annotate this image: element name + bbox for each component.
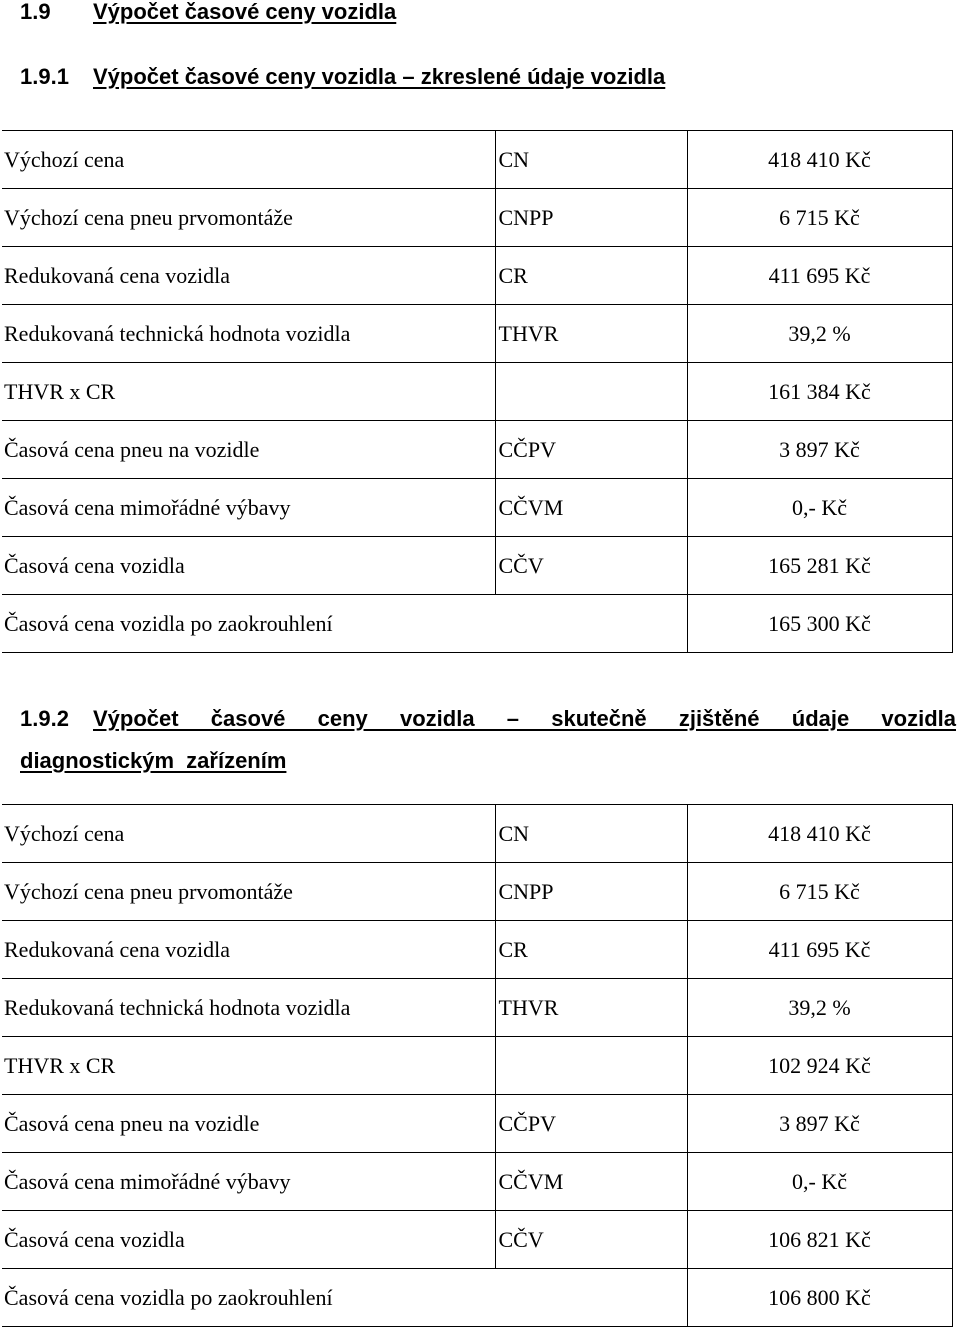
row-symbol	[495, 1037, 687, 1095]
row-label: Časová cena mimořádné výbavy	[2, 479, 495, 537]
row-label: Časová cena vozidla	[2, 1211, 495, 1269]
row-value: 6 715 Kč	[687, 189, 952, 247]
table-row	[2, 537, 952, 595]
row-label: Časová cena vozidla	[2, 537, 495, 595]
section-title: Výpočet časové ceny vozidla	[93, 0, 397, 24]
row-label: THVR x CR	[2, 363, 495, 421]
table-row	[2, 1269, 952, 1327]
row-symbol: CR	[495, 921, 687, 979]
row-value: 102 924 Kč	[687, 1037, 952, 1095]
table-row	[2, 189, 952, 247]
row-symbol: CČV	[495, 1211, 687, 1269]
row-symbol: CČPV	[495, 421, 687, 479]
row-value: 39,2 %	[687, 305, 952, 363]
row-value: 6 715 Kč	[687, 863, 952, 921]
table-row	[2, 921, 952, 979]
row-value: 161 384 Kč	[687, 363, 952, 421]
row-label: Výchozí cena	[2, 805, 495, 863]
section-heading-1-9-2	[20, 698, 956, 782]
price-calculation-table-distorted	[2, 130, 953, 653]
table-row	[2, 363, 952, 421]
row-label: Výchozí cena	[2, 131, 495, 189]
row-value: 418 410 Kč	[687, 131, 952, 189]
row-value: 165 300 Kč	[687, 595, 952, 653]
table-row	[2, 595, 952, 653]
row-label: Redukovaná cena vozidla	[2, 247, 495, 305]
section-number: 1.9.2	[20, 706, 69, 731]
row-value: 411 695 Kč	[687, 247, 952, 305]
table-row	[2, 1153, 952, 1211]
table-row	[2, 131, 952, 189]
row-symbol: CČVM	[495, 1153, 687, 1211]
row-value: 39,2 %	[687, 979, 952, 1037]
table-row	[2, 863, 952, 921]
row-symbol: THVR	[495, 305, 687, 363]
row-symbol: CČVM	[495, 479, 687, 537]
table-row	[2, 1037, 952, 1095]
row-value: 0,- Kč	[687, 479, 952, 537]
section-number: 1.9.1	[20, 64, 69, 89]
row-symbol: CČV	[495, 537, 687, 595]
section-heading-1-9	[20, 0, 396, 25]
row-symbol: THVR	[495, 979, 687, 1037]
row-symbol: CN	[495, 805, 687, 863]
row-label: Časová cena pneu na vozidle	[2, 421, 495, 479]
row-value: 418 410 Kč	[687, 805, 952, 863]
row-symbol	[495, 363, 687, 421]
row-value: 3 897 Kč	[687, 421, 952, 479]
table-row	[2, 479, 952, 537]
row-value: 0,- Kč	[687, 1153, 952, 1211]
table-row	[2, 247, 952, 305]
row-value: 411 695 Kč	[687, 921, 952, 979]
row-symbol: CČPV	[495, 1095, 687, 1153]
row-value: 165 281 Kč	[687, 537, 952, 595]
row-label: THVR x CR	[2, 1037, 495, 1095]
row-label: Časová cena pneu na vozidle	[2, 1095, 495, 1153]
row-label: Výchozí cena pneu prvomontáže	[2, 863, 495, 921]
table-row	[2, 979, 952, 1037]
row-label: Redukovaná technická hodnota vozidla	[2, 305, 495, 363]
row-symbol: CR	[495, 247, 687, 305]
section-heading-1-9-1	[20, 64, 665, 90]
price-calculation-table-diagnosed	[2, 804, 953, 1327]
row-label: Výchozí cena pneu prvomontáže	[2, 189, 495, 247]
row-label: Redukovaná technická hodnota vozidla	[2, 979, 495, 1037]
table-row	[2, 1095, 952, 1153]
row-label: Časová cena vozidla po zaokrouhlení	[2, 1269, 687, 1327]
row-symbol: CN	[495, 131, 687, 189]
table-row	[2, 805, 952, 863]
row-label: Časová cena mimořádné výbavy	[2, 1153, 495, 1211]
row-value: 3 897 Kč	[687, 1095, 952, 1153]
section-title: Výpočet časové ceny vozidla – skutečně zjištěné údaje vozidla diagnostickým zařízením	[20, 706, 956, 773]
table-row	[2, 305, 952, 363]
row-label: Redukovaná cena vozidla	[2, 921, 495, 979]
section-title: Výpočet časové ceny vozidla – zkreslené údaje vozidla	[93, 64, 666, 89]
row-symbol: CNPP	[495, 863, 687, 921]
table-row	[2, 421, 952, 479]
row-symbol: CNPP	[495, 189, 687, 247]
table-row	[2, 1211, 952, 1269]
row-label: Časová cena vozidla po zaokrouhlení	[2, 595, 687, 653]
row-value: 106 800 Kč	[687, 1269, 952, 1327]
row-value: 106 821 Kč	[687, 1211, 952, 1269]
section-number: 1.9	[20, 0, 51, 24]
